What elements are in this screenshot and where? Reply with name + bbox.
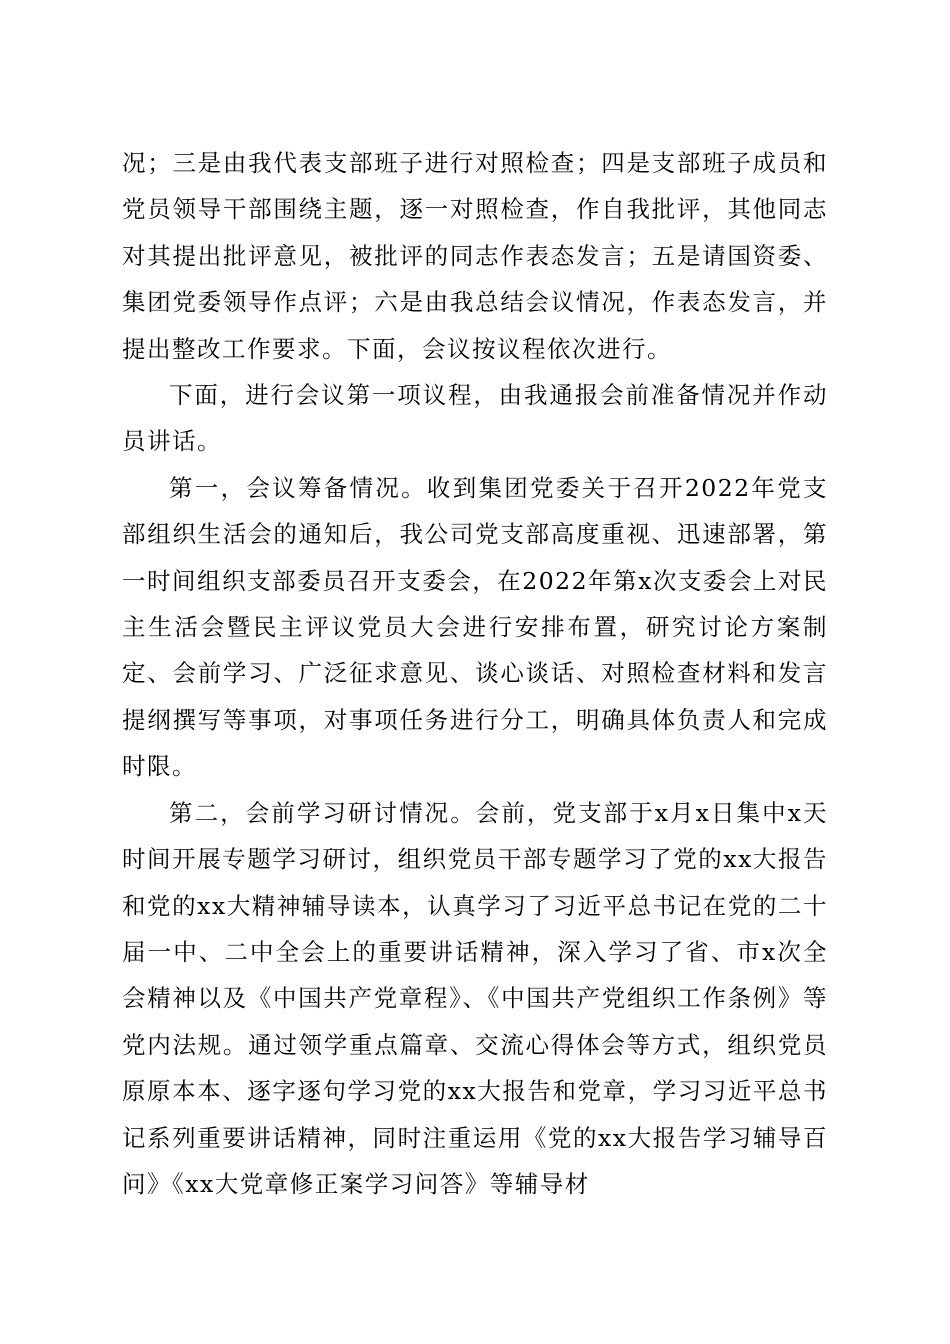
paragraph-first-agenda-item: 下面，进行会议第一项议程，由我通报会前准备情况并作动员讲话。 [122,381,828,456]
document-body [122,140,828,1207]
paragraph-meeting-agenda: 况；三是由我代表支部班子进行对照检查；四是支部班子成员和党员领导干部围绕主题，逐一对照检查，作自我批评，其他同志对其提出批评意见，被批评的同志作表态发言；五是请国资委、集团党委领导作点评；六是由我总结会议情况，作表态发言，并提出整改工作要求。下面，会议按议程依次进行。 [122,149,828,363]
paragraph-meeting-preparation: 第一，会议筹备情况。收到集团党委关于召开2022年党支部组织生活会的通知后，我公司党支部高度重视、迅速部署，第一时间组织支部委员召开支委会，在2022年第x次支委会上对民主生活会暨民主评议党员大会进行安排布置，研究讨论方案制定、会前学习、广泛征求意见、谈心谈话、对照检查材料和发言提纲撰写等事项，对事项任务进行分工，明确具体负责人和完成时限。 [122,473,828,781]
paragraph-study-discussion: 第二，会前学习研讨情况。会前，党支部于x月x日集中x天时间开展专题学习研讨，组织党员干部专题学习了党的xx大报告和党的xx大精神辅导读本，认真学习了习近平总书记在党的二十届一中、二中全会上的重要讲话精神，深入学习了省、市x次全会精神以及《中国共产党章程》、《中国共产党组织工作条例》等党内法规。通过领学重点篇章、交流心得体会等方式，组织党员原原本本、逐字逐句学习党的xx大报告和党章，学习习近平总书记系列重要讲话精神，同时注重运用《党的xx大报告学习辅导百问》《xx大党章修正案学习问答》等辅导材 [122,798,828,1198]
